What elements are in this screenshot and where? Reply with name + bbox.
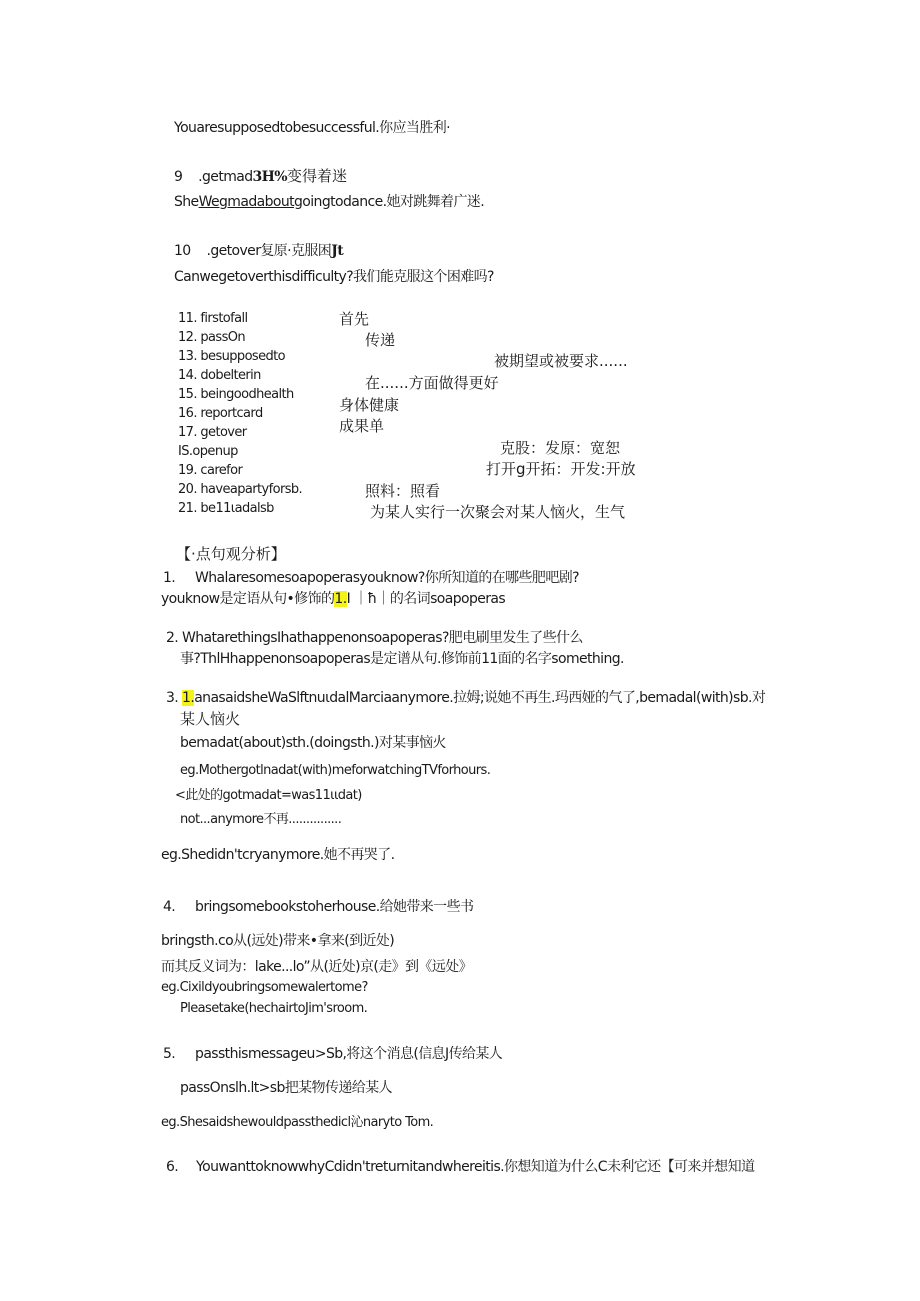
sentence-6 [166, 1158, 754, 1176]
sentence-part: goingtodance.她对跳舞着广迷. [294, 194, 485, 210]
sentence-text: passthismessageu>Sb,将这个消息(信息J传给某人 [195, 1046, 503, 1062]
phrase-meaning: 变得着迷 [287, 167, 348, 185]
sentence-text: anasaidsheWaSlftnuιdalMarciaanymore.拉姆;说她不再生.玛西娅的气了,bemadal(with)sb.对 [194, 690, 766, 706]
sentence-5 [163, 1045, 502, 1063]
phrase-left-16: 16. reportcard [178, 406, 263, 421]
sentence-3-cont: 某人恼火 [180, 710, 241, 728]
example-mother: eg.Mothergotlnadat(with)meforwatchingTVforhours. [180, 763, 491, 778]
item-number: 5. [163, 1046, 176, 1062]
phrase-left-18: IS.openup [178, 444, 238, 459]
underlined-phrase: Wegmadabout [198, 194, 294, 210]
item-9-heading [174, 167, 347, 186]
meaning-18: 打开g开拓：开发:开放 [486, 460, 636, 478]
phrase-left-14: 14. dobelterin [178, 368, 261, 383]
example-couldyou: eg.Cixildyoubringsomewalertome? [161, 980, 368, 995]
item-number: 3. [166, 690, 183, 706]
meaning-14: 在......方面做得更好 [365, 374, 499, 392]
sentence-1-note [161, 590, 505, 608]
note-bringsth: bringsth.co从(远处)带来•拿来(到近处) [161, 933, 395, 949]
example-pleasetake: Pleasetake(hechairtoJim'sroom. [180, 1001, 368, 1016]
sentence-4 [163, 898, 473, 916]
phrase-left-20: 20. haveapartyforsb. [178, 482, 303, 497]
meaning-19: 照料：照看 [365, 482, 441, 500]
meaning-12: 传递 [365, 331, 396, 349]
sentence-3 [166, 689, 765, 707]
item-10-heading [174, 242, 343, 260]
item-number: 4. [163, 899, 176, 915]
sentence-text: bringsomebookstoherhouse.给她带来一些书 [195, 899, 474, 915]
garbled-glyphs: 3H% [252, 169, 287, 185]
example-shedidnt: eg.Shedidn'tcryanymore.她不再哭了. [161, 847, 395, 863]
note-antonym: 而其反义词为：lake...lo”从(近处)京(走》到《远处》 [161, 959, 473, 975]
sentence-text: YouwanttoknowwhyCdidn'treturnitandwhereitis.你想知道为什么C未利它还【可来并想知道 [196, 1159, 755, 1175]
sentence-getover-example: Canwegetoverthisdifficulty?我们能克服这个困难吗? [174, 269, 494, 285]
phrase-left-21: 21. be11ιadalsb [178, 501, 274, 516]
note-part: youknow是定语从句•修饰的 [161, 591, 335, 607]
item-number: 9 [174, 169, 183, 185]
sentence-2: 2. WhatarethingsIhathappenonsoapoperas?肥电刷里发生了些什么 [166, 630, 583, 646]
item-number: 10 [174, 243, 191, 259]
meaning-20-21: 为某人实行一次聚会对某人恼火，生气 [370, 503, 626, 521]
sentence-text: Whalaresomesoapoperasyouknow?你所知道的在哪些肥吧剧? [195, 570, 579, 586]
meaning-15: 身体健康 [339, 396, 400, 414]
sentence-part: She [174, 194, 199, 210]
phrase-left-11: 11. firstofall [178, 311, 248, 326]
sentence-1 [163, 569, 579, 587]
sentence-getmad-example [174, 193, 484, 211]
note-notanymore: not...anymore不再............... [180, 812, 342, 827]
meaning-17: 克股：发原：宽恕 [500, 439, 621, 457]
meaning-13: 被期望或被要求...... [494, 352, 628, 370]
item-number: 6. [166, 1159, 179, 1175]
phrase-left-17: 17. getover [178, 425, 247, 440]
phrase-getmad: .getmad [198, 169, 253, 185]
phrase-left-19: 19. carefor [178, 463, 243, 478]
phrase-left-12: 12. passOn [178, 330, 246, 345]
phrase-left-15: 15. beingoodhealth [178, 387, 294, 402]
note-bemadat: bemadat(about)sth.(doingsth.)对某事恼火 [180, 735, 446, 751]
meaning-11: 首先 [339, 310, 370, 328]
item-number: 1. [163, 570, 176, 586]
highlighted-text: 1. [182, 690, 195, 706]
sentence-2-note: 事?ThlHhappenonsoapoperas是定谱从句.修饰前11面的名字something. [180, 651, 624, 667]
note-passon: passOnslh.lt>sb把某物传递给某人 [180, 1080, 392, 1096]
sentence-supposed-example: Youaresupposedtobesuccessful.你应当胜利· [174, 120, 450, 136]
phrase-getover: .getover复原·克服困 [206, 243, 332, 259]
note-part: I ｜ħ｜的名词soapoperas [346, 591, 506, 607]
meaning-16: 成果单 [339, 417, 385, 435]
example-shesaid: eg.Shesaidshewouldpassthedicl沁naryto Tom. [161, 1115, 434, 1130]
section-heading: 【·点句观分析】 [176, 545, 286, 563]
garbled-glyphs: Jt [331, 243, 344, 259]
note-gotmadat: <此处的gotmadat=was11ιιdat) [175, 788, 362, 803]
highlighted-text: 1. [334, 591, 347, 607]
phrase-left-13: 13. besupposedto [178, 349, 286, 364]
